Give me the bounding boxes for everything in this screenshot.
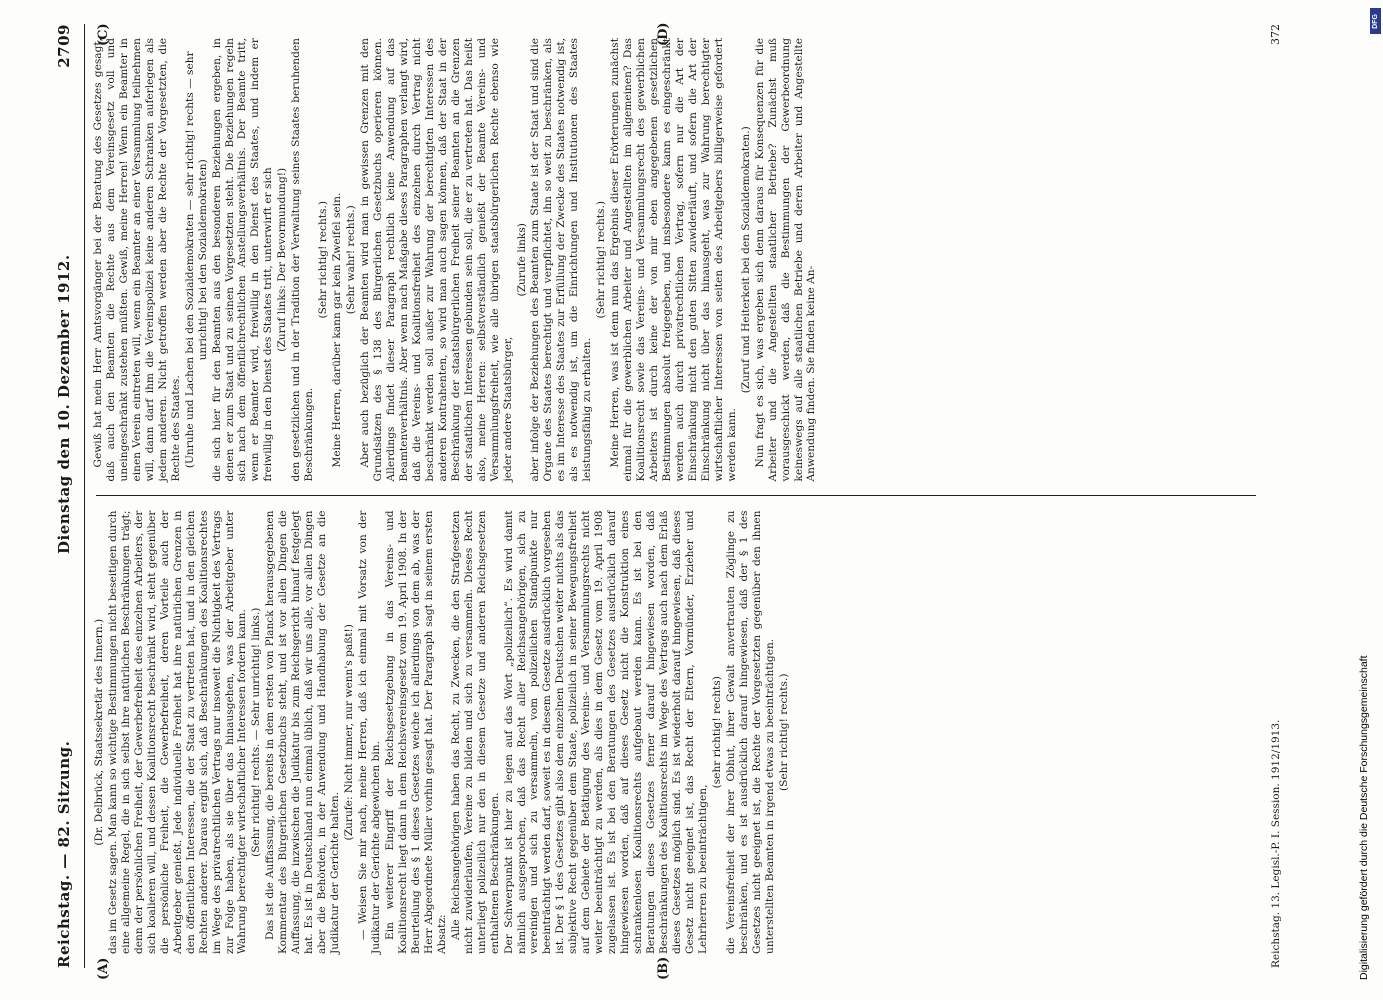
speaker-note: (Dr. Delbrück, Staatssekretär des Innern.) xyxy=(93,618,105,846)
interjection: (Sehr richtig! rechts.) xyxy=(777,673,790,791)
paragraph: — Weisen Sie mir nach, meine Herren, daß ich einmal mit Vorsatz von der Judikatur der Gerichte abgewichen bin. xyxy=(357,510,383,954)
digitization-credit xyxy=(1356,20,1372,980)
paragraph: Aber auch bezüglich der Beamten wird man in gewissen Grenzen mit den Grundsätzen des § 138 des Bürgerlichen Gesetzbuchs operieren können. Allerdings findet dieser Paragraph rechtlich keine Anwendung auf das Beamtenverhältnis. Aber wenn nach Maßgabe dieses Paragraphen verlangt wird, daß die Vereins- und Koalitionsfreiheit des einzelnen durch Vertrag nicht beschränkt werden soll außer zur Wahrung der berechtigten Interessen des anderen Kontrahenten, so wird man auch sagen können, daß der Staat in der Beschränkung der staatsbürgerlichen Freiheit seiner Beamten an die Grenzen der staatlichen Interessen gebunden sein soll, die er zu vertreten hat. Das heißt also, meine Herren: selbstverständlich genießt der Beamte Vereins- und Versammlungsfreiheit, wie alle übrigen staatsbürgerlichen Rechte ebenso wie jeder andere Staatsbürger, xyxy=(359,38,514,482)
interjection: (Zurufe: Nicht immer, nur wenn's paßt!) xyxy=(343,624,356,841)
paragraph: die sich hier für den Beamten aus den besonderen Beziehungen ergeben, in denen er zum Staat und zu seinen Vorgesetzten steht. Die Beziehungen regeln sich nach dem öffentlichrechtlichen Anstellungsverhältnis. Der Beamte tritt, wenn er Beamter wird, freiwillig in den Dienst des Staates, und indem er freiwillig in den Dienst des Staates tritt, unterwirft er sich xyxy=(210,38,275,482)
interjection: (Sehr richtig! rechts.) xyxy=(317,201,330,319)
paragraph: Meine Herren, darüber kann gar kein Zweifel sein. xyxy=(331,192,344,468)
footer-session: Reichstag. 13. Legisl.-P. I. Session. 1912/1913. xyxy=(1270,719,1282,968)
rotated-page xyxy=(55,16,1318,980)
paragraph: Ein weiterer Eingriff der Reichsgesetzgebung in das Vereins- und Koalitionsrecht liegt dann in dem Reichsvereinsgesetz vom 19. April 1908. In der Beurteilung des § 1 dieses Gesetzes weiche ich allerdings von dem ab, was der Herr Abgeordnete Müller vorhin gesagt hat. Der Paragraph sagt in seinem ersten Absatz: xyxy=(383,510,448,954)
text-columns xyxy=(92,24,1267,968)
margin-letter-a: (A) xyxy=(96,957,111,980)
paragraph: Der Schwerpunkt ist hier zu legen auf das Wort „polizeilich“. Es wird damit nämlich ausgesprochen, daß das Recht aller Reichsangehörigen, sich zu vereinigen und sich zu versammeln, vom polizeilichen Standpunkte nur beeinträchtigt werden darf, soweit es in diesem Gesetze ausdrücklich vorgesehen ist. Der § 1 des Gesetzes gibt also dem einzelnen Deutschen weiter nichts als das subjektive Recht gegenüber dem Staate, polizeilich in seiner Bewegungsfreiheit auf dem Gebiete der Betätigung des Vereins- und Versammlungsrechts nicht weiter beeinträchtigt zu werden, als dies in dem Gesetz vom 19. April 1908 zugelassen ist. Es ist bei den Beratungen des Gesetzes ausdrücklich darauf hingewiesen worden, daß auf dieses Gesetz nicht die Konstruktion eines schrankenlosen Koalitionsrechts aufgebaut werden kann. Es ist bei den Beratungen dieses Gesetzes ferner darauf hingewiesen worden, daß Beschränkungen des Koalitionsrechts im Wege des Vertrags auch nach dem Erlaß dieses Gesetzes möglich sind. Es ist wiederholt darauf hingewiesen, daß dieses Gesetz nicht geeignet ist, das Recht der Eltern, Vormünder, Erzieher und Lehrherren zu beeinträchtigen, xyxy=(502,510,709,954)
paragraph: aber infolge der Beziehungen des Beamten zum Staate ist der Staat und sind die Organe des Staates berechtigt und verpflichtet, ihn so weit zu beschränken, als es im Interesse des Staates zur Erfüllung der Zwecke des Staates notwendig ist, als es notwendig ist, um die Einrichtungen und Institutionen des Staates leistungsfähig zu erhalten. xyxy=(529,38,594,482)
margin-letter-b: (B) xyxy=(656,956,671,980)
quoted-law: Alle Reichsangehörigen haben das Recht, zu Zwecken, die den Strafgesetzen nicht zuwiderlaufen, Vereine zu bilden und sich zu versammeln. Dieses Recht unterliegt polizeilich nur den in diesem Gesetze und anderen Reichsgesetzen enthaltenen Beschränkungen. xyxy=(449,510,501,954)
header-rule xyxy=(84,24,85,968)
dfg-logo-text: DFG xyxy=(1372,13,1379,29)
margin-letter-d: (D) xyxy=(656,22,671,46)
footer-sheet-number: 372 xyxy=(1269,24,1282,45)
interjection: (Sehr wahr! rechts.) xyxy=(345,205,358,315)
paragraph: den gesetzlichen und in der Tradition der Verwaltung seines Staates beruhenden Beschränkungen. xyxy=(290,38,316,482)
right-column xyxy=(92,24,1267,496)
interjection: (Sehr richtig! rechts. — Sehr unrichtig! links.) xyxy=(250,607,263,857)
interjection: (sehr richtig! rechts) xyxy=(710,676,723,789)
interjection: (Zurufe links) xyxy=(515,223,528,297)
paragraph: die Vereinsfreiheit der ihrer Obhut, ihrer Gewalt anvertrauten Zöglinge zu beschränken, und es ist ausdrücklich darauf hingewiesen, daß der § 1 des Gesetzes nicht geeignet ist, die Rechte der Vorgesetzten gegenüber den ihnen unterstellten Beamten in irgend etwas zu beeinträchtigen. xyxy=(724,510,776,954)
interjection: (Zuruf links: Der Bevormundung!) xyxy=(276,167,289,352)
paragraph: Meine Herren, was ist denn nun das Ergebnis dieser Erörterungen zunächst einmal für die gewerblichen Arbeiter und Angestellten im allgemeinen? Das Koalitionsrecht sowie das Vereins- und Versammlungsrecht des gewerblichen Arbeiters ist durch keine der von mir eben angegebenen gesetzlichen Bestimmungen absolut freigegeben, und insbesondere kann es eingeschränkt werden auch durch privatrechtlichen Vertrag, sofern nur die Art der Einschränkung nicht den guten Sitten zuwiderläuft, und sofern die Art der Einschränkung nicht über das hinausgeht, was zur Wahrung berechtigter wirtschaftlicher Interessen von seiten des Arbeitgebers billigerweise gefordert werden kann. xyxy=(609,38,738,482)
page-number: 2709 xyxy=(55,24,73,68)
paragraph: Das ist die Auffassung, die bereits in dem ersten von Planck herausgegebenen Kommentar des Bürgerlichen Gesetzbuchs steht, und ist vor allen Dingen die Auffassung, die inzwischen die Judikatur bis zum Reichsgericht hinauf festgelegt hat. Es ist in Deutschland nun einmal üblich, daß wir uns alle, vor allen Dingen aber die Behörden, in der Anwendung und Handhabung der Gesetze an die Judikatur der Gerichte halten. xyxy=(264,510,342,954)
paragraph: Gewiß hat mein Herr Amtsvorgänger bei der Beratung des Gesetzes gesagt, daß auch den Beamten die Rechte aus dem Vereinsgesetz voll und uneingeschränkt zustehen müßten. Gewiß, meine Herren! Wenn ein Beamter in einen Verein eintreten will, wenn ein Beamter an einer Versammlung teilnehmen will, dann darf ihm die Vereinspolizei keine anderen Schranken auferlegen als jedem anderen. Nicht getroffen werden aber die Rechte der Vorgesetzten, die Rechte des Staates. xyxy=(92,38,182,482)
left-column xyxy=(92,497,1267,969)
header-date: Dienstag den 10. Dezember 1912. xyxy=(55,254,73,554)
digitization-credit-text: Digitalisierung gefördert durch die Deutsche Forschungsgemeinschaft xyxy=(1358,655,1370,980)
interjection: (Unruhe und Lachen bei den Sozialdemokraten — sehr richtig! rechts — sehr unrichtig! bei den Sozialdemokraten) xyxy=(183,51,209,469)
interjection: (Zuruf und Heiterkeit bei den Sozialdemokraten.) xyxy=(739,126,752,394)
margin-letter-c: (C) xyxy=(96,23,111,46)
header-left: Reichstag. — 82. Sitzung. xyxy=(55,740,73,968)
interjection: (Sehr richtig! rechts.) xyxy=(595,201,608,319)
dfg-logo xyxy=(1370,8,1381,34)
page-footer xyxy=(1270,24,1288,968)
paragraph: das im Gesetz sagen. Man kann so wichtige Bestimmungen nicht beseitigen durch eine allgemeine Regel, die in sich selbst ihre natürlichen Beschränkungen trägt; denn der persönlichen Freiheit, der Gewerbefreiheit des einzelnen Arbeiters, der sich koalieren will, und dessen Koalitionsrecht beschränkt wird, steht gegenüber die persönliche Freiheit, die Gewerbefreiheit, deren Vorteile auch der Arbeitgeber genießt. Jede individuelle Freiheit hat ihre natürlichen Grenzen in den öffentlichen Interessen, die der Staat zu vertreten hat, und in den gleichen Rechten anderer. Daraus ergibt sich, daß Beschränkungen des Koalitionsrechtes im Wege des privatrechtlichen Vertrags nur insoweit die Nichtigkeit des Vertrags zur Folge haben, als sie über das hinausgehen, was der Arbeitgeber unter Wahrung berechtigter wirtschaftlicher Interessen fordern kann. xyxy=(106,510,249,954)
page-header xyxy=(55,24,80,968)
paragraph: Nun fragt es sich, was ergeben sich denn daraus für Konsequenzen für die Arbeiter und die Angestellten staatlicher Betriebe? Zunächst muß vorausgeschickt werden, daß die Bestimmungen der Gewerbeordnung keineswegs auf alle staatlichen Betriebe und deren Arbeiter und Angestellte Anwendung finden. Sie finden keine An- xyxy=(753,38,818,482)
